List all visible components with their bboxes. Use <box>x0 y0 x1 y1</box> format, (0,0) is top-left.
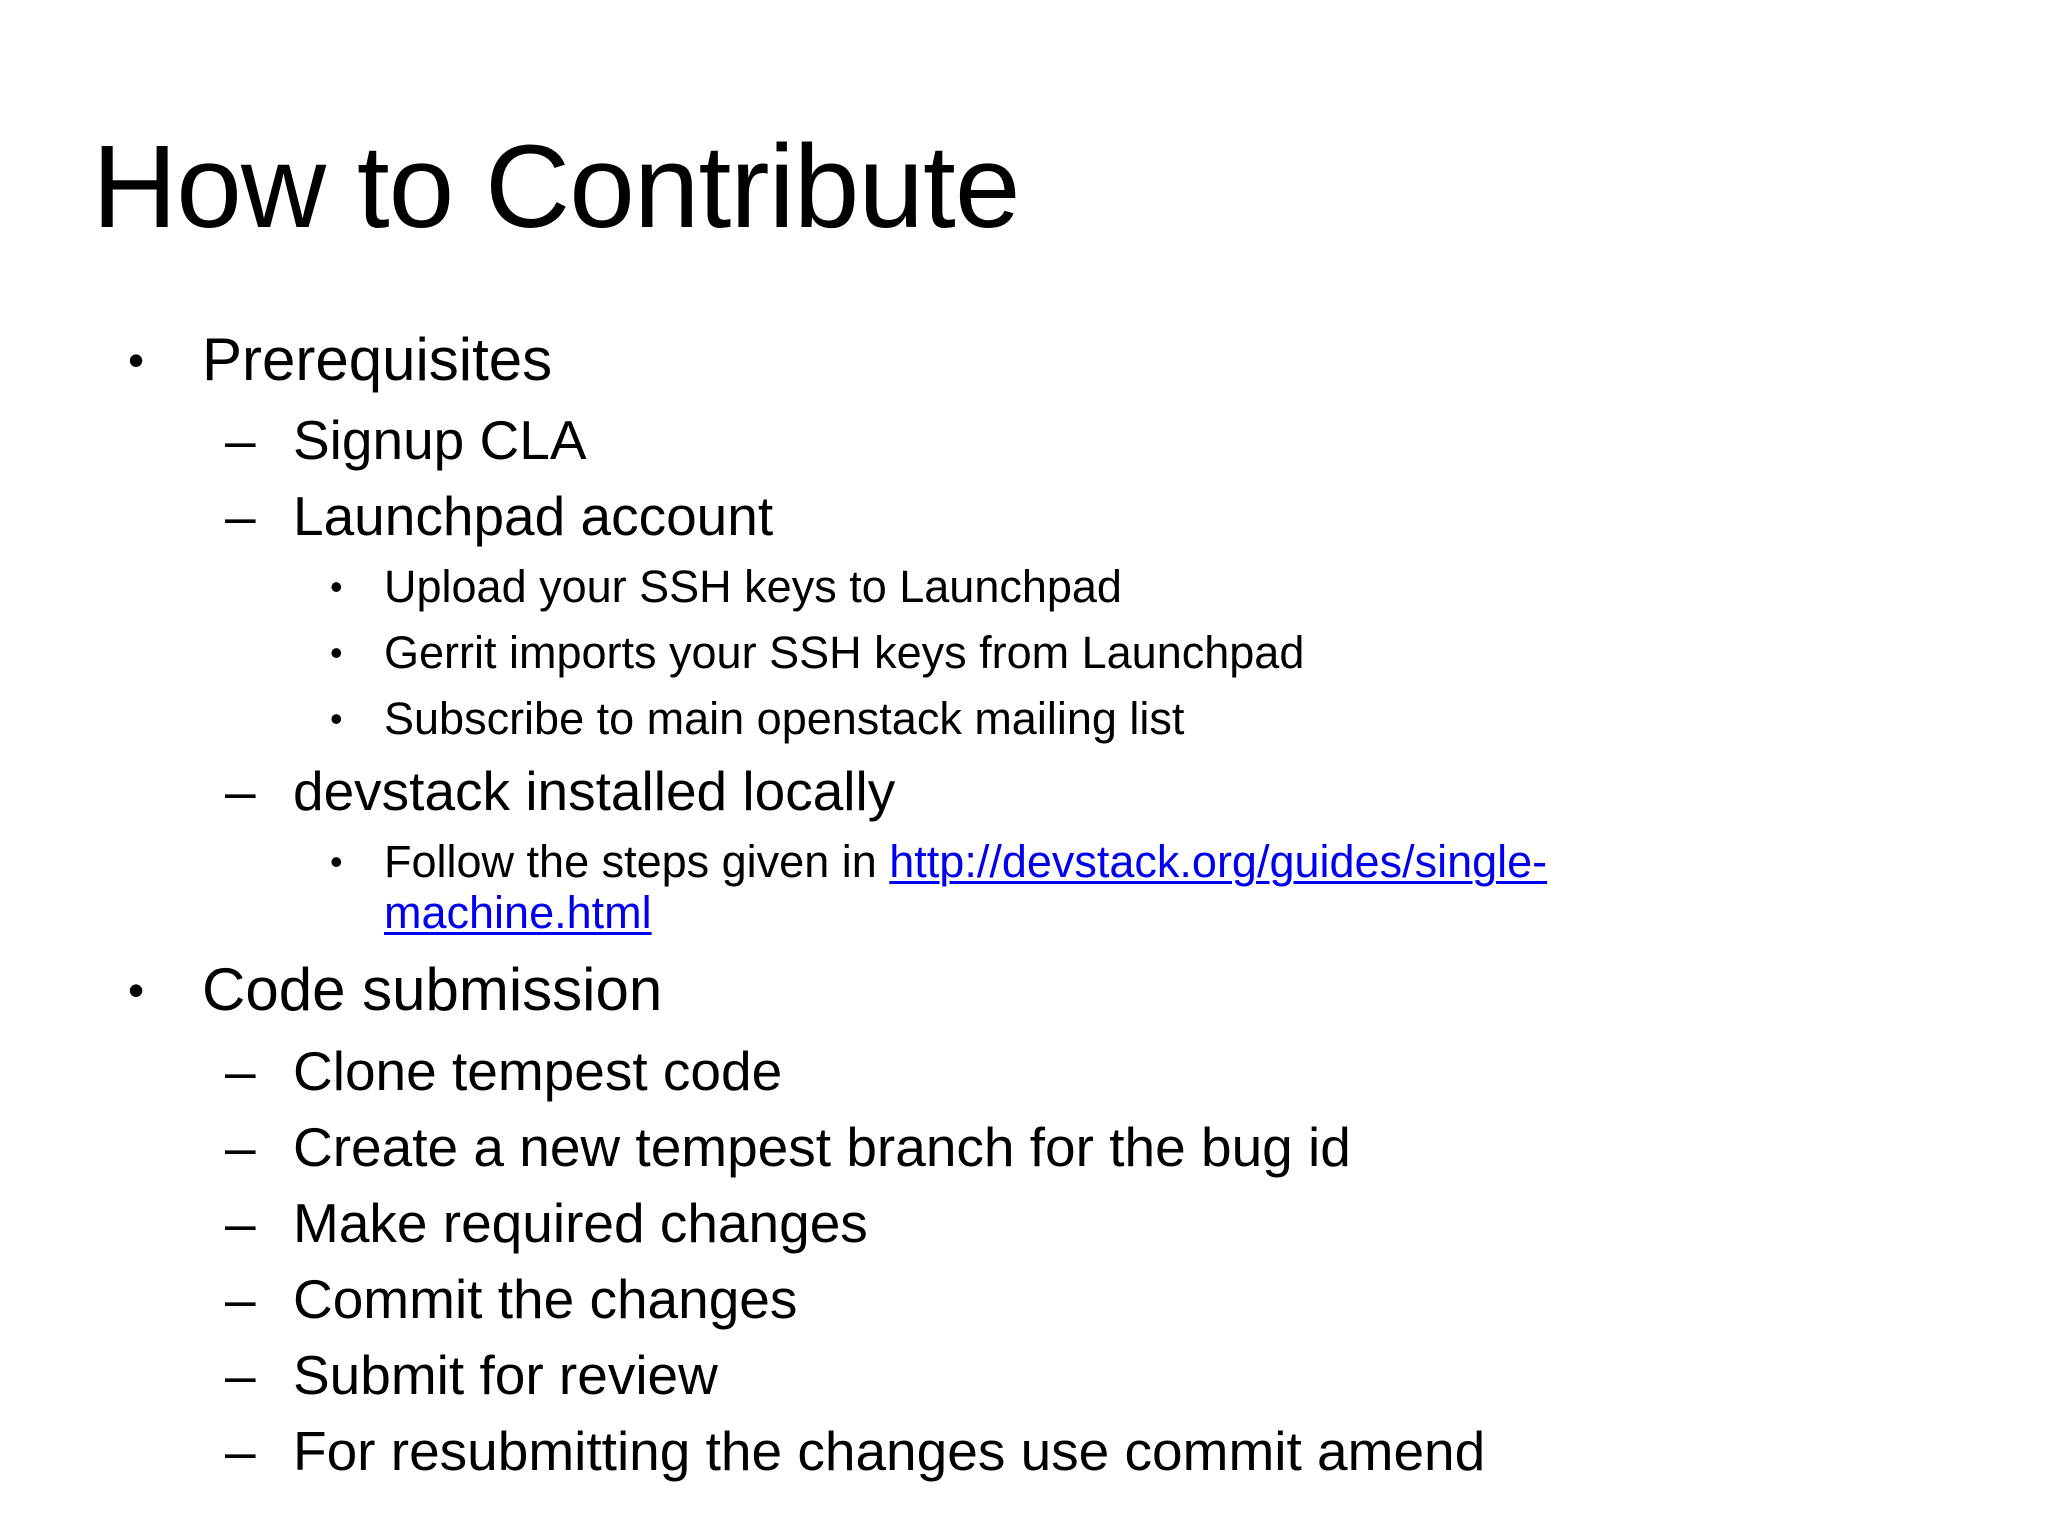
subitem-label: Clone tempest code <box>293 1040 783 1102</box>
bullet-code-submission <box>128 952 662 1028</box>
follow-steps-text: Follow the steps given in <box>384 836 890 887</box>
slide-title: How to Contribute <box>92 121 1020 253</box>
subitem-label: For resubmitting the changes use commit amend <box>293 1420 1486 1482</box>
subitem-label: Commit the changes <box>293 1268 798 1330</box>
subitem-launchpad-account <box>225 481 773 551</box>
subitem-label: Make required changes <box>293 1192 868 1254</box>
subitem-resubmit-amend <box>225 1416 1485 1486</box>
subsubitem-subscribe-mailing-list <box>330 691 1184 746</box>
bullet-marker: • <box>330 566 343 607</box>
bullet-prerequisites <box>128 322 552 398</box>
dash-marker: – <box>225 409 256 471</box>
bullet-label: Prerequisites <box>202 326 553 393</box>
subitem-label: Signup CLA <box>293 409 587 471</box>
subitem-make-changes <box>225 1188 868 1258</box>
subitem-create-branch <box>225 1112 1351 1182</box>
dash-marker: – <box>225 1268 256 1330</box>
devstack-guide-link-continued <box>384 885 652 940</box>
subitem-label: Submit for review <box>293 1344 718 1406</box>
dash-marker: – <box>225 485 256 547</box>
bullet-marker: • <box>330 632 343 673</box>
subitem-devstack-installed <box>225 756 895 826</box>
subitem-submit-review <box>225 1340 718 1410</box>
subitem-clone-tempest <box>225 1036 782 1106</box>
bullet-marker: • <box>128 334 145 386</box>
dash-marker: – <box>225 1116 256 1178</box>
bullet-marker: • <box>330 841 343 882</box>
devstack-guide-link-line2[interactable]: machine.html <box>384 887 652 938</box>
bullet-marker: • <box>330 698 343 739</box>
subsubitem-label: Subscribe to main openstack mailing list <box>384 693 1185 744</box>
subsubitem-follow-steps <box>330 834 1547 889</box>
dash-marker: – <box>225 1344 256 1406</box>
subsubitem-label: Upload your SSH keys to Launchpad <box>384 561 1122 612</box>
subitem-signup-cla <box>225 405 587 475</box>
dash-marker: – <box>225 760 256 822</box>
dash-marker: – <box>225 1040 256 1102</box>
subsubitem-upload-ssh <box>330 559 1122 614</box>
subitem-label: Create a new tempest branch for the bug id <box>293 1116 1351 1178</box>
subitem-label: devstack installed locally <box>293 760 896 822</box>
bullet-marker: • <box>128 964 145 1016</box>
subsubitem-label: Gerrit imports your SSH keys from Launchpad <box>384 627 1305 678</box>
bullet-label: Code submission <box>202 956 663 1023</box>
dash-marker: – <box>225 1192 256 1254</box>
devstack-guide-link[interactable]: http://devstack.org/guides/single- <box>889 836 1548 887</box>
subitem-commit-changes <box>225 1264 797 1334</box>
subitem-label: Launchpad account <box>293 485 774 547</box>
subsubitem-gerrit-imports <box>330 625 1304 680</box>
dash-marker: – <box>225 1420 256 1482</box>
